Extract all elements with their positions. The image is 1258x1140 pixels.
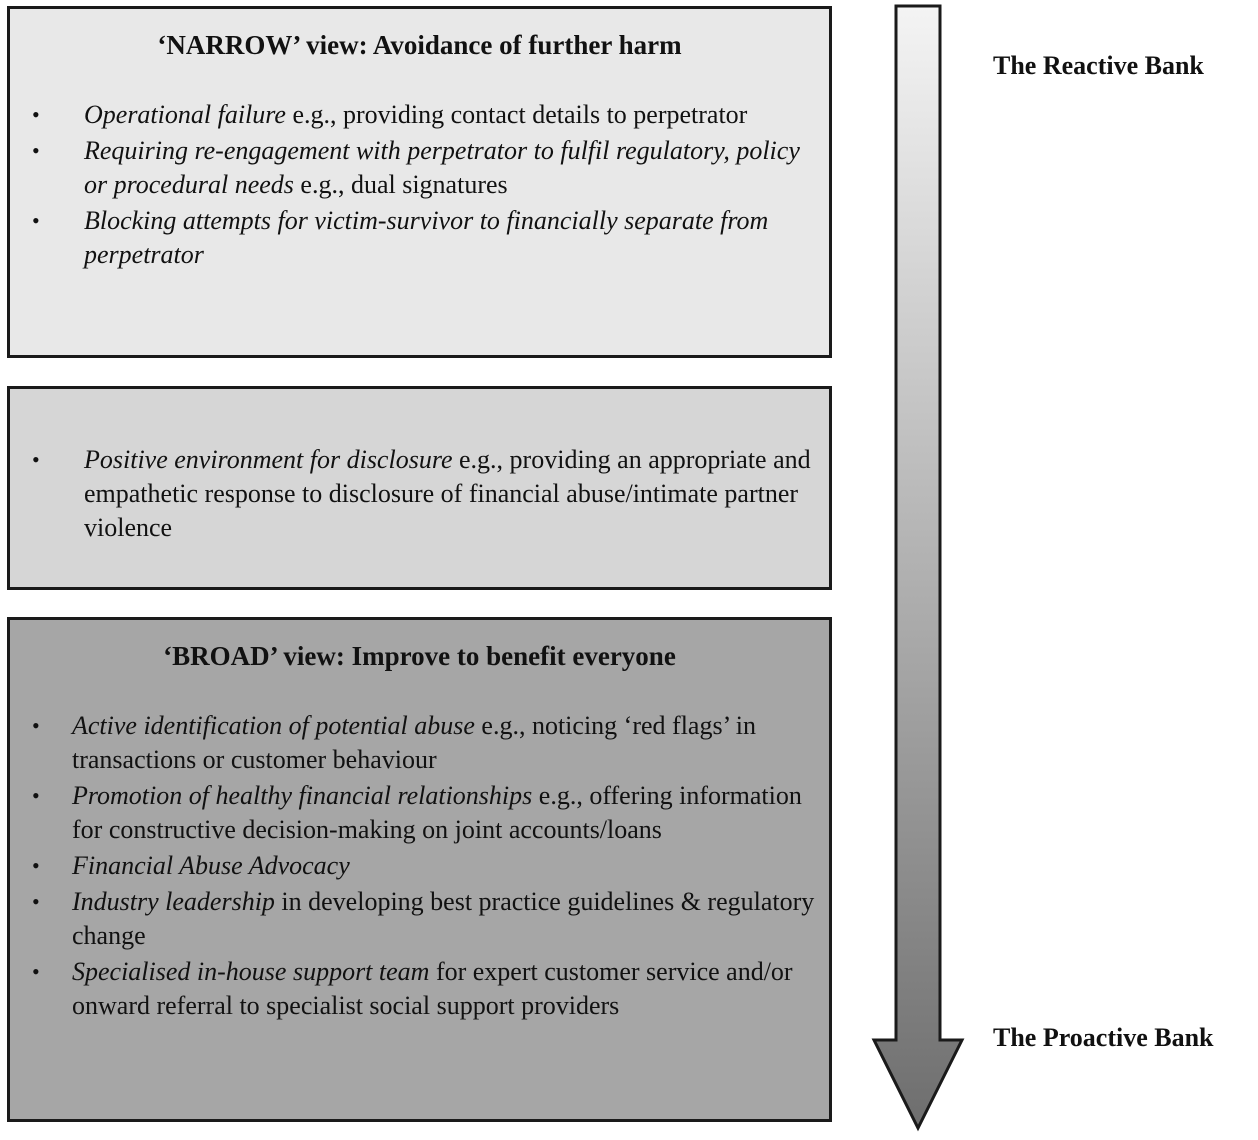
item-emphasis: Blocking attempts for victim-survivor to financially separate from perpetrator — [84, 206, 769, 269]
bullet-icon: • — [32, 447, 40, 472]
middle-view-box — [7, 386, 832, 590]
arrow-down-icon — [874, 6, 962, 1128]
list-item — [30, 98, 817, 132]
item-text: in developing best practice guidelines & regulatory change — [72, 887, 815, 950]
item-emphasis: Industry leadership — [72, 887, 275, 916]
list-item — [30, 779, 817, 847]
item-emphasis: Specialised in-house support team — [72, 957, 430, 986]
narrow-view-title: ‘NARROW’ view: Avoidance of further harm — [157, 30, 682, 60]
item-emphasis: Requiring re-engagement with perpetrator to fulfil regulatory, policy or procedural needs — [84, 136, 800, 199]
list-item — [30, 134, 817, 202]
bullet-icon: • — [32, 138, 40, 163]
broad-view-list — [30, 709, 817, 1025]
item-emphasis: Operational failure — [84, 100, 286, 129]
bullet-icon: • — [32, 713, 40, 738]
bullet-icon: • — [32, 783, 40, 808]
narrow-view-list — [30, 98, 817, 274]
bullet-icon: • — [32, 208, 40, 233]
reactive-bank-label: The Reactive Bank — [993, 51, 1204, 80]
item-text: e.g., noticing ‘red flags’ in transactions or customer behaviour — [72, 711, 757, 774]
item-emphasis: Positive environment for disclosure — [84, 445, 453, 474]
item-text: e.g., offering information for constructive decision-making on joint accounts/loans — [72, 781, 802, 844]
item-text: e.g., dual signatures — [293, 170, 508, 199]
broad-view-title: ‘BROAD’ view: Improve to benefit everyone — [163, 641, 676, 671]
proactive-bank-label: The Proactive Bank — [993, 1023, 1214, 1052]
middle-view-list — [30, 443, 817, 547]
item-text: for expert customer service and/or onward referral to specialist social support providers — [72, 957, 793, 1020]
list-item — [30, 204, 817, 272]
item-text: e.g., providing contact details to perpetrator — [285, 100, 748, 129]
bullet-icon: • — [32, 853, 40, 878]
list-item — [30, 709, 817, 777]
reactive-to-proactive-arrow — [868, 4, 968, 1132]
bullet-icon: • — [32, 102, 40, 127]
item-emphasis: Financial Abuse Advocacy — [72, 851, 350, 880]
bullet-icon: • — [32, 959, 40, 984]
bullet-icon: • — [32, 889, 40, 914]
list-item — [30, 849, 817, 883]
item-emphasis: Promotion of healthy financial relationships — [72, 781, 533, 810]
item-emphasis: Active identification of potential abuse — [72, 711, 475, 740]
list-item — [30, 885, 817, 953]
broad-view-box — [7, 617, 832, 1122]
list-item — [30, 955, 817, 1023]
narrow-view-box — [7, 6, 832, 358]
list-item — [30, 443, 817, 545]
item-text: e.g., providing an appropriate and empathetic response to disclosure of financial abuse/intimate partner violence — [84, 445, 811, 542]
